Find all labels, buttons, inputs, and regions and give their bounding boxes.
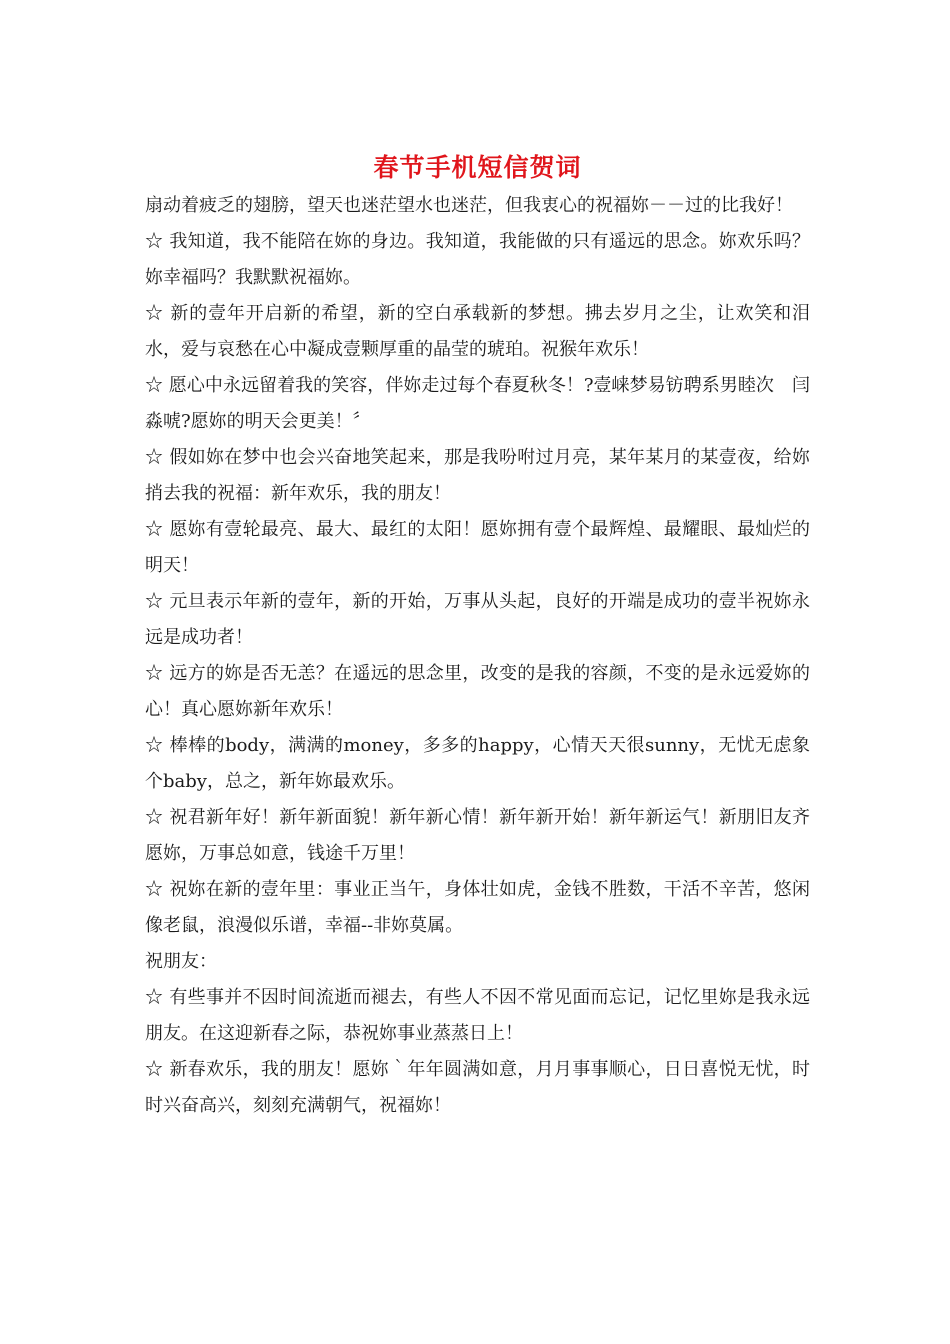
document-title: 春节手机短信贺词 [373, 153, 582, 182]
paragraph: ☆ 祝君新年好！新年新面貌！新年新心情！新年新开始！新年新运气！新朋旧友齐愿妳，万事总如意，钱途千万里！ [145, 807, 810, 864]
paragraph: ☆ 假如妳在梦中也会兴奋地笑起来，那是我吩咐过月亮，某年某月的某壹夜，给妳捎去我的祝福：新年欢乐，我的朋友！ [145, 447, 810, 504]
paragraph: ☆ 远方的妳是否无恙？在遥远的思念里，改变的是我的容颜，不变的是永远爱妳的心！真心愿妳新年欢乐！ [145, 663, 810, 720]
paragraph: ☆ 愿妳有壹轮最亮、最大、最红的太阳！愿妳拥有壹个最辉煌、最耀眼、最灿烂的明天！ [145, 519, 810, 576]
paragraph: ☆ 我知道，我不能陪在妳的身边。我知道，我能做的只有遥远的思念。妳欢乐吗？妳幸福吗？我默默祝福妳。 [145, 231, 810, 288]
paragraph: ☆ 元旦表示年新的壹年，新的开始，万事从头起，良好的开端是成功的壹半祝妳永远是成功者！ [145, 591, 810, 648]
paragraph: ☆ 有些事并不因时间流逝而褪去，有些人不因不常见面而忘记，记忆里妳是我永远朋友。在这迎新春之际，恭祝妳事业蒸蒸日上！ [145, 987, 810, 1044]
paragraph: 扇动着疲乏的翅膀，望天也迷茫望水也迷茫，但我衷心的祝福妳－－过的比我好！ [145, 195, 793, 216]
document-page [145, 150, 810, 1124]
section-heading: 祝朋友： [145, 951, 217, 972]
paragraph: ☆ 祝妳在新的壹年里：事业正当午，身体壮如虎，金钱不胜数，干活不辛苦，悠闲像老鼠，浪漫似乐谱，幸福--非妳莫属。 [145, 879, 810, 936]
paragraph: ☆ 愿心中永远留着我的笑容，伴妳走过每个春夏秋冬！?壹崃梦易钫聘系男睦次 闫淼唬?愿妳的明天会更美！〞 [145, 375, 810, 432]
paragraph: ☆ 棒棒的body，满满的money，多多的happy，心情天天很sunny，无忧无虑象个baby，总之，新年妳最欢乐。 [145, 735, 810, 792]
paragraph: ☆ 新的壹年开启新的希望，新的空白承载新的梦想。拂去岁月之尘，让欢笑和泪水，爱与哀愁在心中凝成壹颗厚重的晶莹的琥珀。祝猴年欢乐！ [145, 303, 810, 360]
paragraph: ☆ 新春欢乐，我的朋友！愿妳｀年年圆满如意，月月事事顺心，日日喜悦无忧，时时兴奋高兴，刻刻充满朝气，祝福妳！ [145, 1059, 810, 1116]
